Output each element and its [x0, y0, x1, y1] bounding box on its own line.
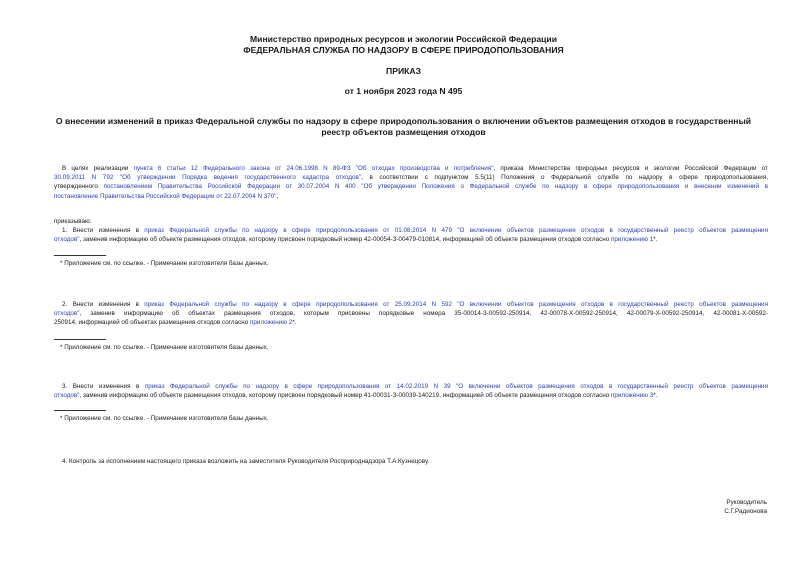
- item-3: [54, 382, 768, 400]
- resolution-400-link[interactable]: постановлением Правительства Российской Федерации от 30.07.2004 N 400 "Об утверждении Положения о Федеральной службе по надзору в сфере природопользования и внесении изменений в: [103, 183, 768, 191]
- item-line: [54, 300, 768, 309]
- preamble-text: В целях реализации: [62, 165, 134, 172]
- item-text: 1. Внести изменения в: [62, 227, 145, 234]
- item-text: 250914, информацией об объектах размещения отходов согласно: [54, 319, 250, 327]
- document-title-line1: О внесении изменений в приказ Федеральной службы по надзору в сфере природопользования о включении объектов размещения отходов в государственный: [55, 116, 752, 126]
- order-word: приказываю:: [54, 218, 92, 225]
- preamble-text: ,: [276, 192, 279, 200]
- law-89fz-link[interactable]: пункта 6 статьи 12 Федерального закона от 24.06.1998 N 89-ФЗ "Об отходах производства и потребления": [133, 165, 494, 172]
- order-39-link[interactable]: приказ Федеральной службы по надзору в сфере природопользования от 14.02.2019 N 39 "О включении объектов размещения отходов в государственный реестр объектов размещения: [144, 383, 768, 390]
- order-592-link-end[interactable]: отходов": [54, 310, 80, 318]
- footnote-3: * Приложение см. по ссылке. - Примечание изготовителя базы данных.: [60, 415, 269, 422]
- order-479-link[interactable]: приказ Федеральной службы по надзору в сфере природопользования от 01.08.2014 N 479 "О включении объектов размещения отходов в государственный реестр объектов размещения: [144, 227, 768, 234]
- order-479-link-end[interactable]: отходов": [54, 236, 80, 244]
- item-line: [54, 226, 768, 235]
- ministry-name: Министерство природных ресурсов и экологии Российской Федерации: [250, 34, 557, 44]
- item-2: [54, 300, 768, 328]
- item-text: *.: [653, 392, 658, 400]
- appendix-1-link[interactable]: приложению 1: [610, 236, 654, 244]
- order-39-link-end[interactable]: отходов": [54, 392, 80, 400]
- resolution-370-link[interactable]: постановление Правительства Российской Федерации от 22.07.2004 N 370": [54, 192, 277, 200]
- signature-position: Руководитель: [726, 499, 767, 506]
- item-text: , заменив информацию об объекте размещения отходов, которому присвоен порядковый номер 42-00054-З-00479-010814, информацией об объекте размещения отходов согласно: [79, 236, 611, 244]
- footnote-1: * Приложение см. по ссылке. - Примечание изготовителя базы данных.: [60, 260, 269, 267]
- item-line: [54, 235, 768, 244]
- footnote-2: * Приложение см. по ссылке. - Примечание изготовителя базы данных.: [60, 344, 269, 351]
- preamble-line: [54, 182, 768, 191]
- footnote-divider: [54, 410, 106, 411]
- item-line: [54, 391, 768, 400]
- item-line: [54, 318, 768, 327]
- item-line: [54, 309, 768, 318]
- item-text: *.: [653, 236, 658, 244]
- item-4: 4. Контроль за исполнением настоящего приказа возложить на заместителя Руководителя Росприроднадзора Т.А.Кузнецову.: [62, 458, 430, 465]
- footnote-divider: [54, 255, 106, 256]
- preamble-text: утвержденного: [54, 183, 104, 191]
- preamble-text: , в соответствии с подпунктом 5.5(11) Положения о Федеральной службе по надзору в сфере природопользования,: [361, 174, 768, 182]
- item-text: 3. Внести изменения в: [62, 383, 145, 390]
- document-title-line2: реестр объектов размещения отходов: [321, 127, 486, 137]
- footnote-divider: [54, 339, 106, 340]
- preamble-line: [54, 173, 768, 182]
- item-text: *.: [292, 319, 297, 327]
- appendix-3-link[interactable]: приложению 3: [610, 392, 654, 400]
- item-1: [54, 226, 768, 244]
- signature-name: С.Г.Радионова: [724, 508, 767, 515]
- preamble-line: [54, 164, 768, 173]
- document-date: от 1 ноября 2023 года N 495: [344, 86, 463, 96]
- item-text: , заменив информацию об объектах размещения отходов, которым присвоены порядковые номера 35-00014-З-00592-250914, 42-00078-Х-00592-250914, 42-00079-Х-00592-250914, 42-00081-Х-00592-: [79, 310, 768, 318]
- appendix-2-link[interactable]: приложению 2: [249, 319, 293, 327]
- service-name: ФЕДЕРАЛЬНАЯ СЛУЖБА ПО НАДЗОРУ В СФЕРЕ ПРИРОДОПОЛЬЗОВАНИЯ: [243, 45, 564, 55]
- order-592-link[interactable]: приказ Федеральной службы по надзору в сфере природопользования от 25.09.2014 N 592 "О включении объектов размещения отходов в государственный реестр объектов размещения: [144, 301, 768, 308]
- document-type: ПРИКАЗ: [386, 66, 421, 76]
- item-text: , заменив информацию об объекте размещения отходов, которому присвоен порядковый номер 41-00031-З-00039-140219, информацией об объекте размещения отходов согласно: [79, 392, 611, 400]
- preamble-text: , приказа Министерства природных ресурсов и экологии Российской Федерации от: [493, 165, 768, 172]
- item-line: [54, 382, 768, 391]
- item-text: 2. Внести изменения в: [62, 301, 145, 308]
- order-792-link[interactable]: 30.09.2011 N 792 "Об утверждении Порядка ведения государственного кадастра отходов": [54, 174, 362, 182]
- preamble-paragraph: [54, 164, 768, 201]
- preamble-line: [54, 192, 768, 201]
